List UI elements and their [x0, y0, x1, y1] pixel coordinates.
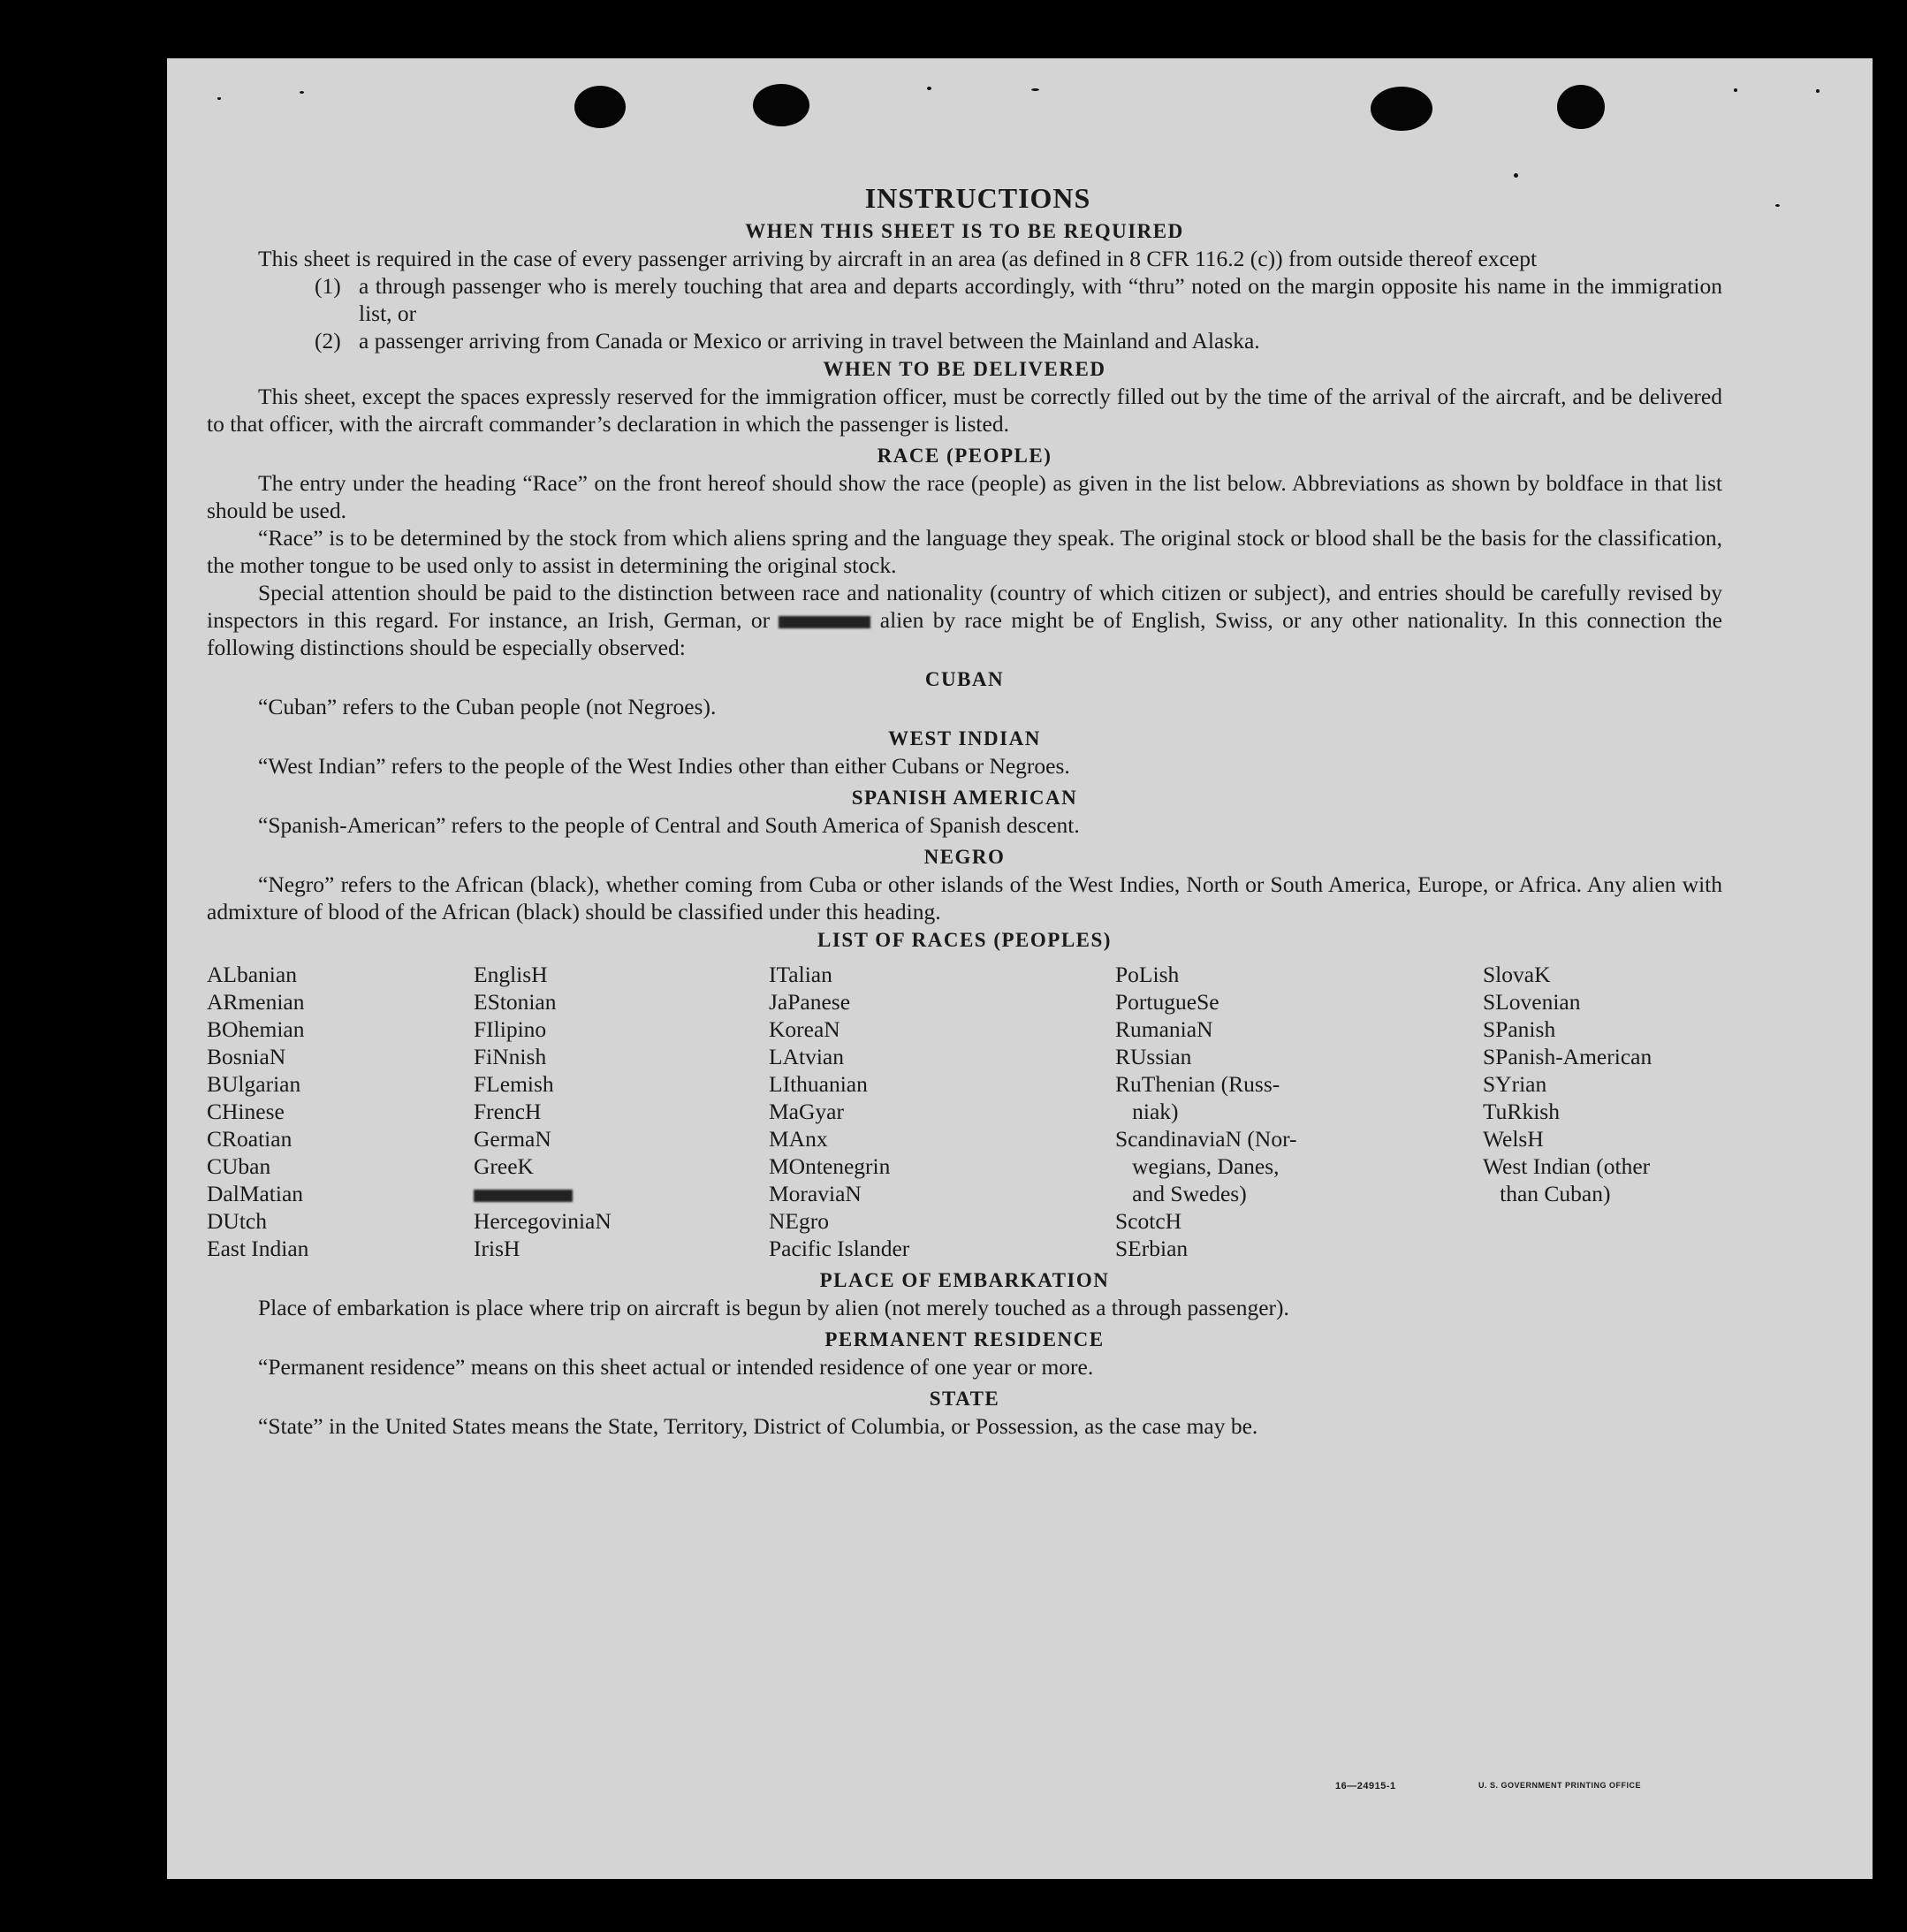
- printer-imprint: U. S. GOVERNMENT PRINTING OFFICE: [1478, 1781, 1642, 1790]
- race-entry-redacted: [474, 1180, 769, 1207]
- race-entry: niak): [1115, 1099, 1179, 1124]
- paragraph-spanish-american: “Spanish-American” refers to the people of Central and South America of Spanish descent.: [258, 812, 1080, 838]
- heading-when-required: WHEN THIS SHEET IS TO BE REQUIRED: [745, 220, 1184, 242]
- document-sheet: [167, 58, 1873, 1879]
- race-entry: PortugueSe: [1115, 989, 1219, 1015]
- race-entry: PoLish: [1115, 962, 1180, 987]
- redaction-mark: [474, 1190, 573, 1202]
- heading-list-of-races: LIST OF RACES (PEOPLES): [817, 929, 1112, 951]
- form-number: 16—24915-1: [1335, 1781, 1396, 1791]
- race-entry: SPanish-American: [1483, 1044, 1652, 1069]
- paragraph-race-2: “Race” is to be determined by the stock from which aliens spring and the language they speak. The original stock or blood shall be the basis for the classification, the mother tongue to be used only to assist in determining the original stock.: [207, 525, 1722, 578]
- paragraph-when-required: This sheet is required in the case of every passenger arriving by aircraft in an area (as defined in 8 CFR 116.2 (c)) from outside thereof except: [258, 246, 1538, 271]
- list-item: [207, 327, 1722, 354]
- race-entry: Pacific Islander: [769, 1236, 910, 1261]
- scan-speck: [1514, 173, 1518, 178]
- race-entry: SlovaK: [1483, 962, 1551, 987]
- race-entry: MAnx: [769, 1126, 828, 1152]
- race-3-part-b: alien by race might be of English, Swiss, or any other nationality. In this connection the following distinctions should be especially observed:: [207, 607, 1723, 660]
- paragraph-state: “State” in the United States means the State, Territory, District of Columbia, or Possession, as the case may be.: [258, 1413, 1258, 1439]
- race-entry: ITalian: [769, 962, 832, 987]
- race-entry: TuRkish: [1483, 1099, 1560, 1124]
- heading-race: RACE (PEOPLE): [877, 445, 1052, 467]
- paragraph-residence: “Permanent residence” means on this sheet actual or intended residence of one year or more.: [258, 1354, 1094, 1380]
- scan-speck: [217, 97, 221, 100]
- races-column-2: [474, 961, 769, 1262]
- scan-speck: [1775, 204, 1780, 207]
- race-entry: East Indian: [207, 1236, 309, 1261]
- instructions-content: [207, 182, 1722, 1440]
- scan-speck: [1734, 88, 1737, 92]
- heading-embarkation: PLACE OF EMBARKATION: [819, 1269, 1110, 1291]
- race-entry: DalMatian: [207, 1181, 304, 1206]
- race-3-part-a: Special attention should be paid to the distinction between race and nationality (country of which citizen or subject), and entries should be carefully revised by inspectors in this regard. For instance, an Irish, German, or: [207, 580, 1722, 633]
- heading-cuban: CUBAN: [924, 668, 1005, 690]
- race-entry: EStonian: [474, 989, 557, 1015]
- race-entry: FIlipino: [474, 1016, 547, 1042]
- race-entry: ALbanian: [207, 962, 297, 987]
- race-entry: than Cuban): [1483, 1181, 1611, 1206]
- race-entry: CUban: [207, 1153, 271, 1179]
- race-entry: and Swedes): [1115, 1181, 1247, 1206]
- list-item: [207, 272, 1722, 327]
- item-number: (2): [315, 328, 341, 354]
- paragraph-race-1: The entry under the heading “Race” on the front hereof should show the race (people) as given in the list below. Abbreviations as shown by boldface in that list should be used.: [207, 470, 1722, 523]
- race-entry: MoraviaN: [769, 1181, 862, 1206]
- item-number: (1): [315, 273, 341, 299]
- punch-hole: [1371, 87, 1432, 131]
- race-entry: SPanish: [1483, 1016, 1556, 1042]
- race-entry: DUtch: [207, 1208, 267, 1234]
- race-entry: SErbian: [1115, 1236, 1189, 1261]
- scan-speck: [927, 87, 931, 90]
- punch-hole: [1557, 85, 1605, 129]
- race-entry: IrisH: [474, 1236, 520, 1261]
- race-entry: SLovenian: [1483, 989, 1581, 1015]
- race-entry: ARmenian: [207, 989, 305, 1015]
- race-entry: CHinese: [207, 1099, 285, 1124]
- race-entry: RUssian: [1115, 1044, 1192, 1069]
- paragraph-race-3: [207, 579, 1722, 661]
- page-title: INSTRUCTIONS: [864, 182, 1091, 214]
- race-entry: HercegoviniaN: [474, 1208, 612, 1234]
- race-entry: MOntenegrin: [769, 1153, 891, 1179]
- race-entry: GreeK: [474, 1153, 534, 1179]
- race-entry: CRoatian: [207, 1126, 293, 1152]
- races-column-5: [1483, 961, 1722, 1262]
- punch-hole: [574, 86, 626, 128]
- race-entry: LIthuanian: [769, 1071, 868, 1097]
- race-entry: NEgro: [769, 1208, 829, 1234]
- heading-residence: PERMANENT RESIDENCE: [824, 1328, 1105, 1350]
- item-text: a through passenger who is merely touching that area and departs accordingly, with “thru” noted on the margin opposite his name in the immigration list, or: [359, 273, 1722, 326]
- race-entry: BUlgarian: [207, 1071, 301, 1097]
- paragraph-when-delivered: This sheet, except the spaces expressly reserved for the immigration officer, must be correctly filled out by the time of the arrival of the aircraft, and be delivered to that officer, with the aircraft commander’s declaration in which the passenger is listed.: [207, 384, 1722, 437]
- races-table: [207, 961, 1722, 1262]
- race-entry: RuThenian (Russ-: [1115, 1071, 1280, 1097]
- scan-speck: [1816, 89, 1820, 93]
- paragraph-embarkation: Place of embarkation is place where trip on aircraft is begun by alien (not merely touched as a through passenger).: [258, 1295, 1289, 1320]
- heading-spanish-american: SPANISH AMERICAN: [851, 787, 1078, 809]
- race-entry: BOhemian: [207, 1016, 305, 1042]
- race-entry: EnglisH: [474, 962, 548, 987]
- redaction-mark: [779, 616, 870, 628]
- heading-state: STATE: [929, 1388, 1000, 1410]
- races-column-3: [769, 961, 1115, 1262]
- race-entry: WelsH: [1483, 1126, 1544, 1152]
- race-entry: ScotcH: [1115, 1208, 1182, 1234]
- race-entry: FLemish: [474, 1071, 554, 1097]
- race-entry: KoreaN: [769, 1016, 840, 1042]
- race-entry: FiNnish: [474, 1044, 547, 1069]
- race-entry: SYrian: [1483, 1071, 1547, 1097]
- race-entry: West Indian (other: [1483, 1153, 1651, 1179]
- race-entry: BosniaN: [207, 1044, 286, 1069]
- scan-speck: [300, 91, 304, 94]
- race-entry: wegians, Danes,: [1115, 1153, 1280, 1179]
- race-entry: FrencH: [474, 1099, 542, 1124]
- race-entry: RumaniaN: [1115, 1016, 1213, 1042]
- paragraph-west-indian: “West Indian” refers to the people of the West Indies other than either Cubans or Negroes.: [258, 753, 1070, 779]
- race-entry: ScandinaviaN (Nor-: [1115, 1126, 1297, 1152]
- paragraph-negro: “Negro” refers to the African (black), whether coming from Cuba or other islands of the West Indies, North or South America, Europe, or Africa. Any alien with admixture of blood of the African (black) should be classified under this heading.: [207, 871, 1722, 924]
- scan-speck: [1031, 88, 1039, 91]
- race-entry: LAtvian: [769, 1044, 844, 1069]
- races-column-4: [1115, 961, 1483, 1262]
- heading-when-delivered: WHEN TO BE DELIVERED: [823, 358, 1106, 380]
- paragraph-cuban: “Cuban” refers to the Cuban people (not Negroes).: [258, 694, 717, 719]
- item-text: a passenger arriving from Canada or Mexico or arriving in travel between the Mainland and Alaska.: [359, 328, 1260, 354]
- race-entry: MaGyar: [769, 1099, 844, 1124]
- heading-west-indian: WEST INDIAN: [888, 727, 1041, 749]
- race-entry: JaPanese: [769, 989, 851, 1015]
- race-entry: GermaN: [474, 1126, 551, 1152]
- races-column-1: [207, 961, 474, 1262]
- punch-hole: [753, 84, 809, 126]
- heading-negro: NEGRO: [923, 846, 1006, 868]
